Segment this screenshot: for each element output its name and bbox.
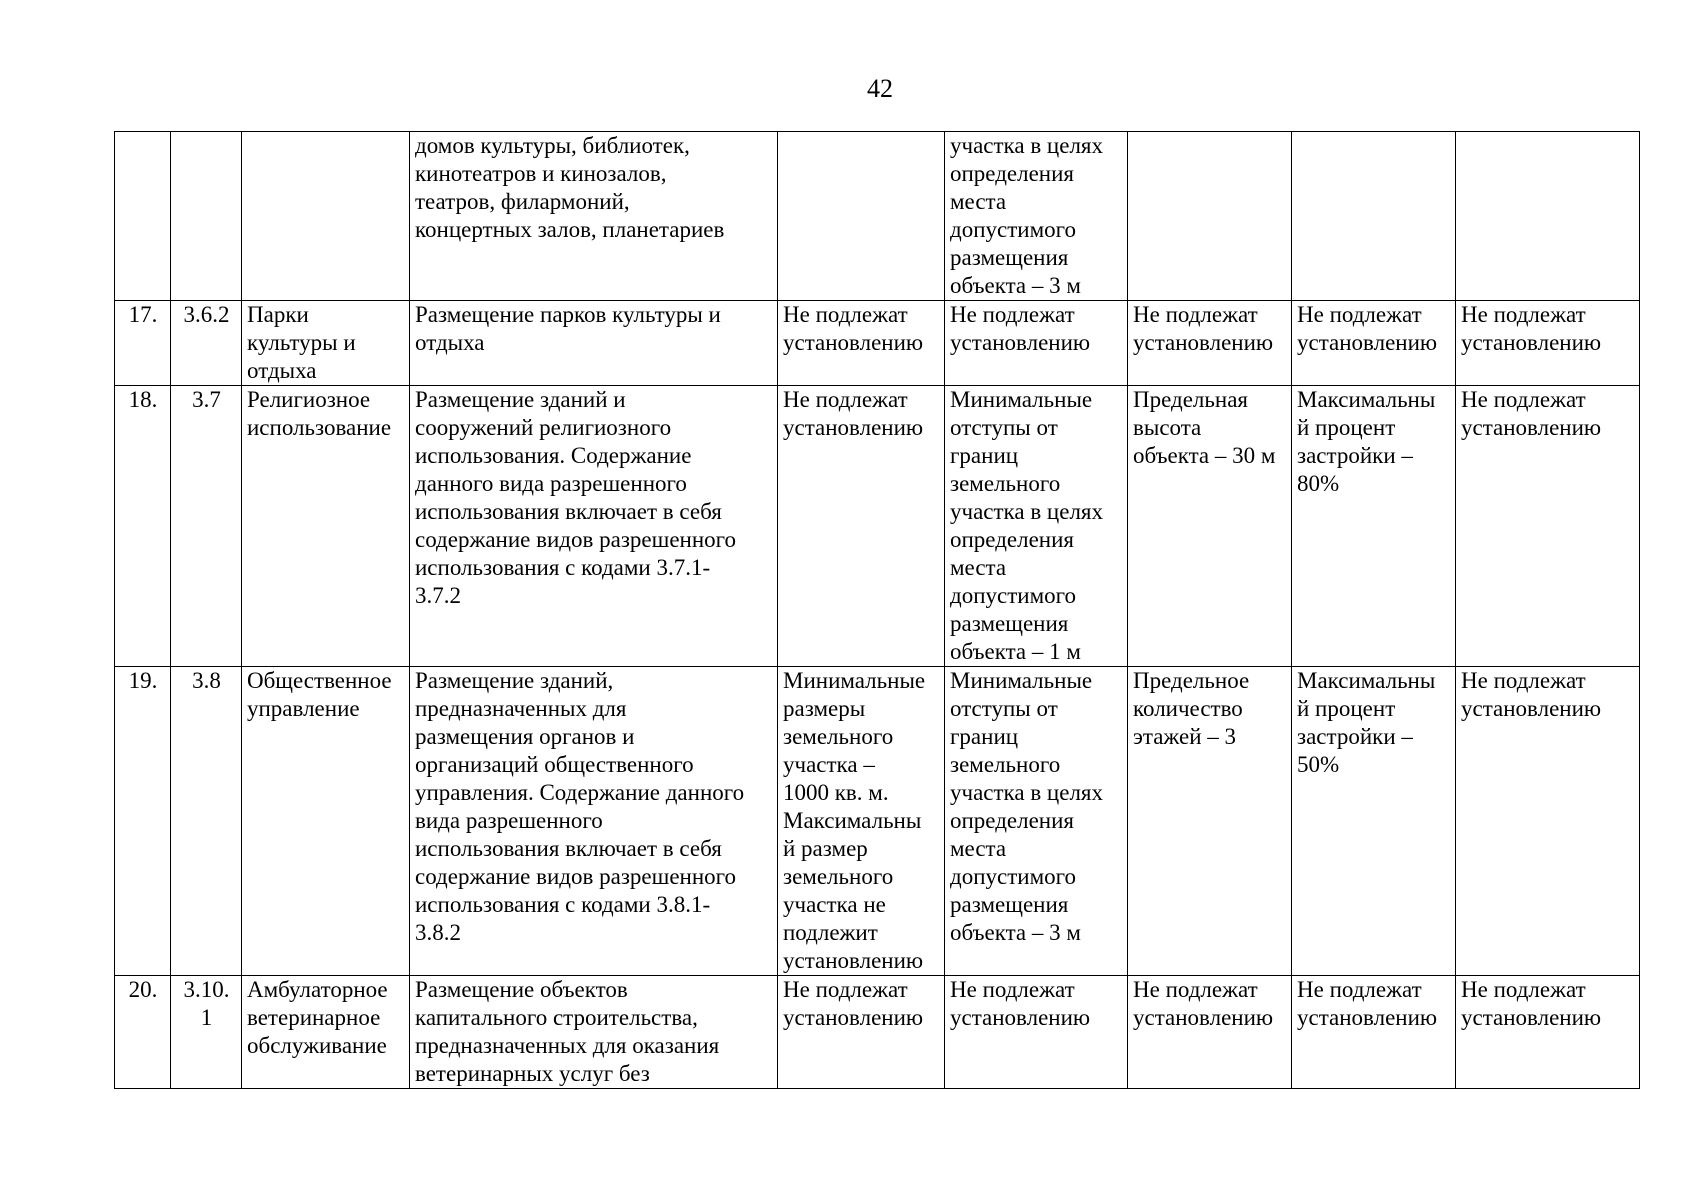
row-number-cell: [115, 132, 171, 301]
use-code-cell: [171, 132, 242, 301]
coverage-cell: Не подлежат установлению: [1292, 301, 1456, 386]
use-description-cell: Размещение зданий и сооружений религиозного использования. Содержание данного вида разрешенного использования включает в себя содержание видов разрешенного использования с кодами 3.7.1- 3.7.2: [410, 386, 778, 667]
plot-size-cell: [778, 132, 945, 301]
height-limit-cell: [1128, 132, 1292, 301]
row-number-cell: 20.: [115, 976, 171, 1089]
row-number-cell: 17.: [115, 301, 171, 386]
table-row: [115, 301, 1640, 386]
table-row: [115, 976, 1640, 1089]
other-limits-cell: [1456, 132, 1640, 301]
setback-cell: Минимальные отступы от границ земельного участка в целях определения места допустимого размещения объекта – 1 м: [945, 386, 1128, 667]
row-number-cell: 19.: [115, 667, 171, 976]
coverage-cell: Максимальны й процент застройки – 50%: [1292, 667, 1456, 976]
use-description-cell: Размещение зданий, предназначенных для размещения органов и организаций общественного управления. Содержание данного вида разрешенного использования включает в себя содержание видов разрешенного использования с кодами 3.8.1- 3.8.2: [410, 667, 778, 976]
use-code-cell: 3.8: [171, 667, 242, 976]
use-name-cell: Религиозное использование: [242, 386, 410, 667]
plot-size-cell: Не подлежат установлению: [778, 386, 945, 667]
setback-cell: Не подлежат установлению: [945, 301, 1128, 386]
other-limits-cell: Не подлежат установлению: [1456, 301, 1640, 386]
use-name-cell: Амбулаторное ветеринарное обслуживание: [242, 976, 410, 1089]
height-limit-cell: Предельная высота объекта – 30 м: [1128, 386, 1292, 667]
use-name-cell: Общественное управление: [242, 667, 410, 976]
table-row: [115, 667, 1640, 976]
height-limit-cell: Предельное количество этажей – 3: [1128, 667, 1292, 976]
setback-cell: участка в целях определения места допустимого размещения объекта – 3 м: [945, 132, 1128, 301]
plot-size-cell: Не подлежат установлению: [778, 976, 945, 1089]
use-code-cell: 3.7: [171, 386, 242, 667]
use-description-cell: Размещение парков культуры и отдыха: [410, 301, 778, 386]
setback-cell: Минимальные отступы от границ земельного участка в целях определения места допустимого размещения объекта – 3 м: [945, 667, 1128, 976]
other-limits-cell: Не подлежат установлению: [1456, 976, 1640, 1089]
table-row: [115, 386, 1640, 667]
height-limit-cell: Не подлежат установлению: [1128, 301, 1292, 386]
plot-size-cell: Минимальные размеры земельного участка – 1000 кв. м. Максимальны й размер земельного участка не подлежит установлению: [778, 667, 945, 976]
use-name-cell: Парки культуры и отдыха: [242, 301, 410, 386]
use-name-cell: [242, 132, 410, 301]
coverage-cell: [1292, 132, 1456, 301]
height-limit-cell: Не подлежат установлению: [1128, 976, 1292, 1089]
coverage-cell: Не подлежат установлению: [1292, 976, 1456, 1089]
coverage-cell: Максимальны й процент застройки – 80%: [1292, 386, 1456, 667]
other-limits-cell: Не подлежат установлению: [1456, 667, 1640, 976]
table-row: [115, 132, 1640, 301]
page-number: 42: [867, 74, 893, 103]
use-code-cell: 3.10. 1: [171, 976, 242, 1089]
use-code-cell: 3.6.2: [171, 301, 242, 386]
plot-size-cell: Не подлежат установлению: [778, 301, 945, 386]
setback-cell: Не подлежат установлению: [945, 976, 1128, 1089]
zoning-regulations-table: [114, 131, 1640, 1089]
row-number-cell: 18.: [115, 386, 171, 667]
other-limits-cell: Не подлежат установлению: [1456, 386, 1640, 667]
use-description-cell: домов культуры, библиотек, кинотеатров и кинозалов, театров, филармоний, концертных залов, планетариев: [410, 132, 778, 301]
use-description-cell: Размещение объектов капитального строительства, предназначенных для оказания ветеринарных услуг без: [410, 976, 778, 1089]
